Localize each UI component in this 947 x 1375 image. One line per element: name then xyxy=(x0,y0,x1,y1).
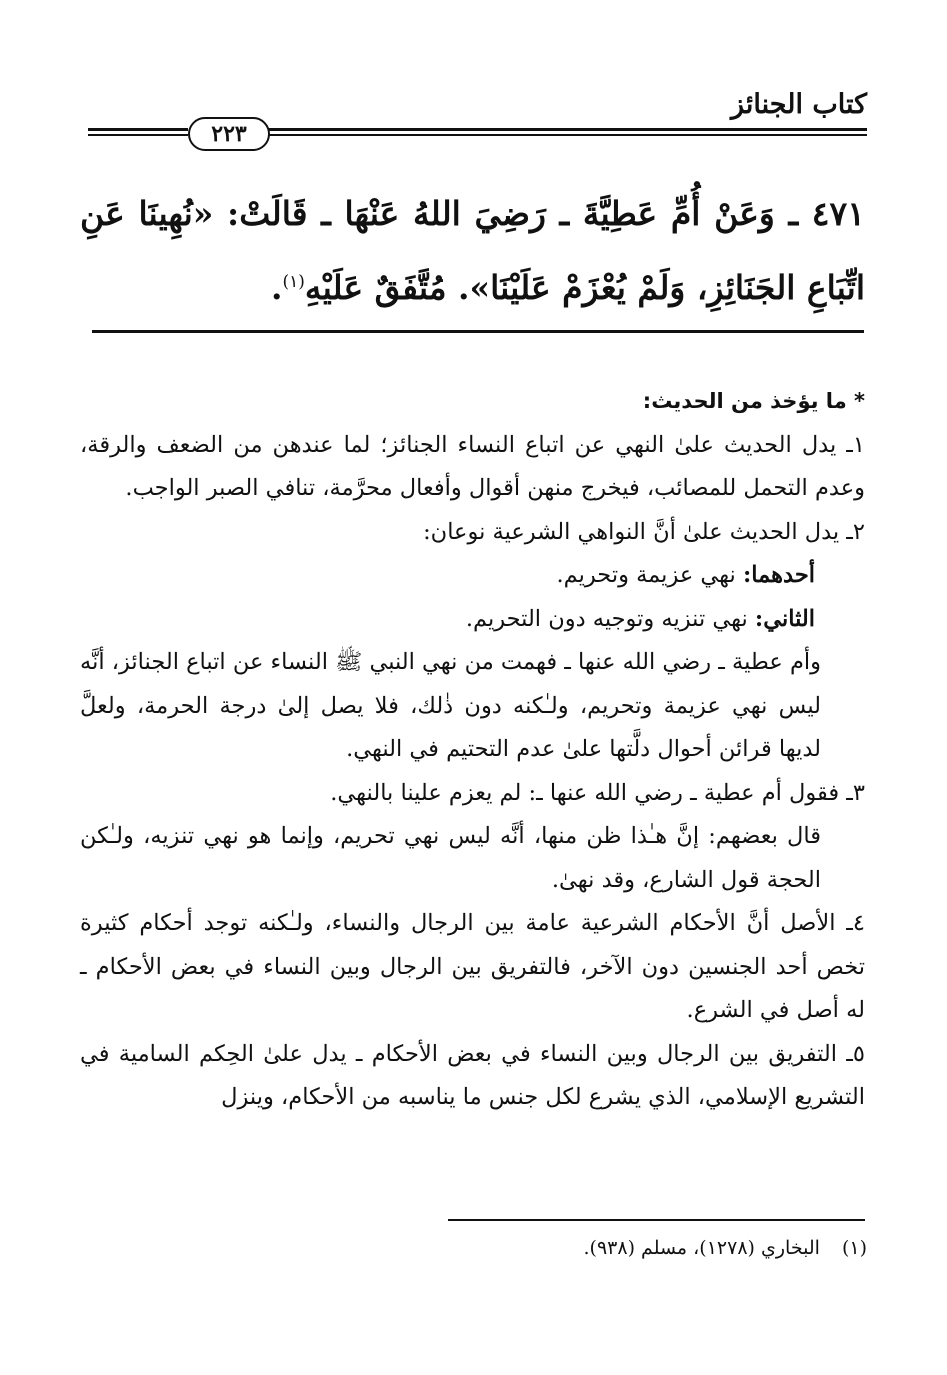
point-3: ٣ـ فقول أم عطية ـ رضي الله عنها ـ: لم يعزم علينا بالنهي. xyxy=(330,779,865,806)
point-3-continued: قال بعضهم: إنَّ هـٰذا ظن منها، أنَّه ليس نهي تحريم، وإنما هو نهي تنزيه، ولـٰكن الحجة قول الشارع، وقد نهىٰ. xyxy=(80,823,821,893)
hadith-body: وَعَنْ أُمِّ عَطِيَّةَ ـ رَضِيَ اللهُ عَنْهَا ـ قَالَتْ: «نُهِينَا عَنِ اتِّبَاعِ الجَنَائِزِ، وَلَمْ يُعْزَمْ عَلَيْنَا». مُتَّفَقٌ عَلَيْهِ xyxy=(80,194,865,307)
point-1: ١ـ يدل الحديث علىٰ النهي عن اتباع النساء الجنائز؛ لما عندهن من الضعف والرقة، وعدم التحمل للمصائب، فيخرج منهن أقوال وأفعال محرَّمة، تنافي الصبر الواجب. xyxy=(80,431,865,501)
footnote-number: (١) xyxy=(841,1237,867,1259)
footnote xyxy=(367,1233,867,1263)
point-2: ٢ـ يدل الحديث علىٰ أنَّ النواهي الشرعية نوعان: xyxy=(423,518,865,545)
hadith-end: . xyxy=(270,268,283,307)
point-4: ٤ـ الأصل أنَّ الأحكام الشرعية عامة بين الرجال والنساء، ولـٰكنه توجد أحكام كثيرة تخص أحد الجنسين دون الآخر، فالتفريق بين الرجال وبين النساء في بعض الأحكام ـ له أصل في الشرع. xyxy=(80,910,865,1023)
point-2-first xyxy=(80,554,865,598)
header-rule-bottom-left xyxy=(88,134,188,136)
page-number: ٢٢٣ xyxy=(188,117,270,151)
point-2-first-text: نهي عزيمة وتحريم. xyxy=(556,562,736,588)
commentary xyxy=(80,380,865,1120)
hadith-footnote-ref: (١) xyxy=(282,272,305,292)
point-2-second xyxy=(80,598,865,642)
footnote-text: البخاري (١٢٧٨)، مسلم (٩٣٨). xyxy=(583,1237,820,1259)
footnote-rule xyxy=(448,1219,865,1221)
point-2-second-label: الثاني: xyxy=(754,605,815,632)
header-rule-top-left xyxy=(88,128,188,131)
header-rule-top-right xyxy=(266,128,867,131)
hadith-divider xyxy=(92,330,864,333)
section-heading: * ما يؤخذ من الحديث: xyxy=(642,389,865,413)
hadith-number: ٤٧١ xyxy=(811,194,865,233)
hadith-text: ٤٧١ ـ وَعَنْ أُمِّ عَطِيَّةَ ـ رَضِيَ اللهُ عَنْهَا ـ قَالَتْ: «نُهِينَا عَنِ اتِّبَاعِ الجَنَائِزِ، وَلَمْ يُعْزَمْ عَلَيْنَا». مُتَّفَقٌ عَلَيْهِ$^{(١)}$. xyxy=(80,194,865,307)
point-2-second-text: نهي تنزيه وتوجيه دون التحريم. xyxy=(465,605,748,632)
point-2-continued: وأم عطية ـ رضي الله عنها ـ فهمت من نهي النبي ﷺ النساء عن اتباع الجنائز، أنَّه ليس نهي عزيمة وتحريم، ولـٰكنه دون ذٰلك، فلا يصل إلىٰ درجة الحرمة، ولعلَّ لديها قرائن أحوال دلَّتها علىٰ عدم التحتيم في النهي. xyxy=(80,649,821,762)
point-5: ٥ـ التفريق بين الرجال وبين النساء في بعض الأحكام ـ يدل علىٰ الحِكم السامية في التشريع الإسلامي، الذي يشرع لكل جنس ما يناسبه من الأحكام، وينزل xyxy=(80,1040,865,1110)
header-rule-bottom-right xyxy=(266,134,867,136)
point-2-first-label: أحدهما: xyxy=(742,562,815,588)
book-title: كتاب الجنائز xyxy=(731,89,867,120)
